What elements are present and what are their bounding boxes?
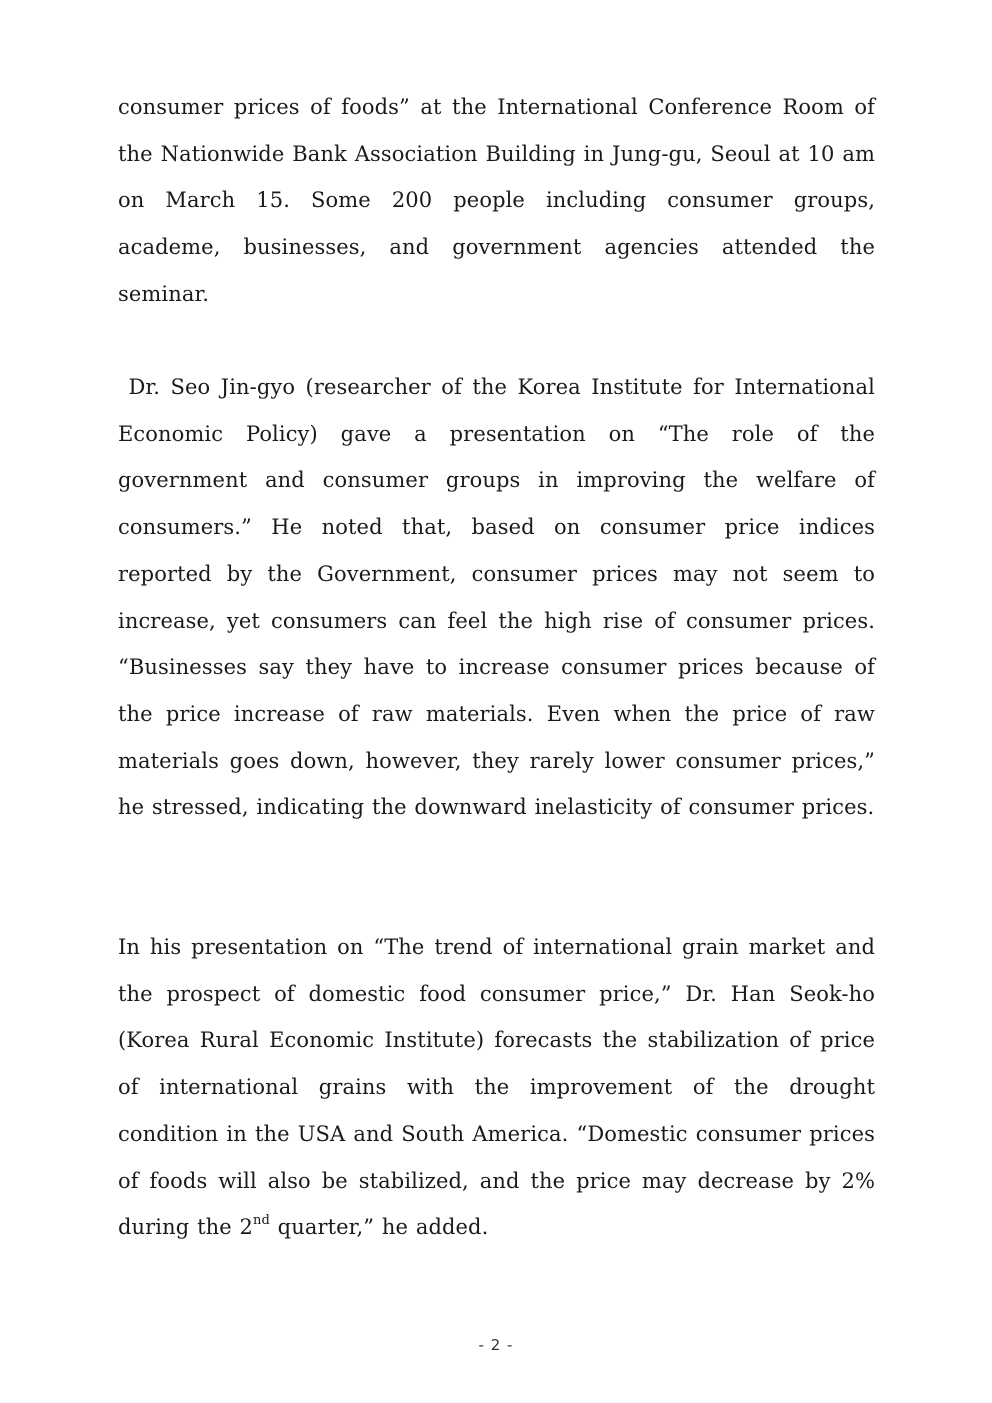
paragraph-han-presentation: [118, 924, 875, 1251]
paragraph-han-text: In his presentation on “The trend of international grain market and the prospect of domestic food consumer price,” Dr. Han Seok-ho (Korea Rural Economic Institute) forecasts the stabilization of price of international grains with the improvement of the drought condition in the USA and South America. “Domestic consumer prices of foods will also be stabilized, and the price may decrease by 2% during the 2: [118, 935, 875, 1240]
page-number: - 2 -: [478, 1336, 514, 1354]
paragraph-seo-presentation: Dr. Seo Jin-gyo (researcher of the Korea Institute for International Economic Policy) gave a presentation on “The role of the government and consumer groups in improving the welfare of consumers.” He noted that, based on consumer price indices reported by the Government, consumer prices may not seem to increase, yet consumers can feel the high rise of consumer prices. “Businesses say they have to increase consumer prices because of the price increase of raw materials. Even when the price of raw materials goes down, however, they rarely lower consumer prices,” he stressed, indicating the downward inelasticity of consumer prices.: [118, 375, 875, 820]
ordinal-superscript: nd: [253, 1213, 270, 1229]
paragraph-seminar-venue: consumer prices of foods” at the International Conference Room of the Nationwide Bank Association Building in Jung-gu, Seoul at 10 am on March 15. Some 200 people including consumer groups, academe, businesses, and government agencies attended the seminar.: [118, 95, 875, 306]
paragraph-han-text-end: quarter,” he added.: [269, 1215, 489, 1240]
